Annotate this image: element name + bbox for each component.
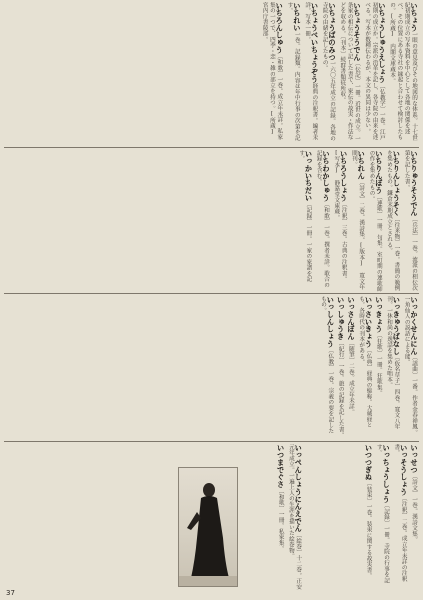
entry-headword: いちょうべいちょうぞう: [310, 2, 320, 83]
tier-divider: [4, 293, 419, 294]
entry: [319, 2, 337, 145]
entry: [275, 444, 285, 590]
entry-headword: いちょうしゅうえしょう: [377, 2, 387, 83]
entry-headword: いっかくせんにん: [410, 296, 419, 355]
entry: [346, 296, 356, 438]
entry-body: 〔記録〕一冊。寺院の行事を記す。: [375, 444, 390, 584]
entry: [331, 150, 349, 292]
entry-body: 〔兵法〕一巻。流派の相伝次第を記した書。: [403, 150, 417, 291]
entry-body: 一六〇五年成立の記録。各地の寺院の由緒を記したもの。: [321, 2, 336, 142]
entry: [356, 296, 374, 438]
entry-body: 一巻。記録類。内容は年中行事の次第を記す。: [286, 2, 300, 141]
entry-headword: いちょうばのみつ: [328, 2, 338, 61]
entry: [384, 296, 402, 438]
entry-body: 〔往来物〕一巻。書簡の範例を集めたもの。鎌倉末期成立とされる。: [386, 150, 400, 291]
entry: [409, 444, 419, 590]
entry-body: 〔紀行〕一巻。旅の記録を記した書。: [337, 340, 344, 438]
entry: [363, 444, 373, 590]
entry-body: 〔随筆〕二巻。成立年未詳。: [347, 340, 354, 415]
entry: [387, 2, 419, 145]
tier-divider: [4, 441, 419, 442]
entry-body: 〔狂歌〕一冊。狂歌集。: [375, 332, 382, 396]
entry-headword: いちろうしょう: [339, 150, 349, 202]
entry: [391, 444, 409, 590]
entry-body: 〔謡曲〕一番。作者金春禅鳳。一角仙人の説話による能。: [403, 296, 417, 436]
entry: [374, 444, 392, 590]
entry-body: 〔和歌〕一巻。成立年未詳。私家集の一つで、四季・恋・雑の部立を持つ。[所蔵] 宮内庁書陵部。: [261, 2, 283, 140]
tier-divider: [4, 147, 419, 148]
entry-body: 〔伝記〕一冊。近世の成立。一条家の相伝について記した書で、家伝の故実・作法などを収める。〔刊本〕続群書類従所収。: [339, 2, 360, 142]
entry-body: 〔和歌〕一冊。私家集。: [277, 488, 284, 552]
entry: [302, 2, 320, 145]
entry: [374, 296, 384, 438]
entry-headword: いちれい: [292, 2, 302, 32]
entry-body: 〔絵巻〕十二巻。正安元年成立。一遍上人の生涯を描いた絵巻物。: [287, 444, 302, 590]
entry: [366, 150, 384, 292]
entry-body: 〔仏教学〕一巻。江戸初期の成立か。宗派の沿革を記し、各寺院の由来を述べる。写本が数種伝わるが、本文の異同は少ない。: [364, 2, 385, 141]
entry-headword: いっちょうしょう: [382, 444, 392, 503]
entry: [296, 150, 314, 292]
entry-headword: いっきゅうばなし: [392, 296, 402, 355]
entry-body: 〔仏典〕経典の総称。大蔵経とも。各時代の刊本がある。: [358, 296, 372, 428]
entry-headword: いちれん: [357, 150, 367, 180]
entry-body: 〔仮名草子〕四巻。寛文八年刊。一休和尚の逸話を集めた咄本。: [386, 296, 400, 430]
entry-body: 〔記録〕一冊。一家の家譜を記す。: [298, 150, 312, 282]
entry-headword: いっさいきょう: [364, 296, 374, 348]
entry: [259, 2, 284, 145]
entry: [318, 296, 336, 438]
portrait-figure-icon: [179, 468, 237, 586]
entry: [284, 2, 302, 145]
entry-body: 一眼の意見及びその地図的な体系。十七世紀初期成立の写本資料を中心として各地の関係を述べ、その位置にある寺社の縁起と合わせて検討したもの。[所蔵] 内閣文庫蔵本。: [389, 2, 417, 141]
entry: [384, 150, 402, 292]
entry-headword: いっぺんしょうにんえでん: [294, 444, 304, 533]
entry-body: 〔注釈〕二巻。成立年未詳の注釈書。: [393, 444, 407, 582]
entry: [335, 296, 345, 438]
entry-body: 〔注釈〕三巻。古典の注釈書。[写本] 静嘉堂文庫蔵。: [333, 150, 347, 282]
entry-headword: いちょう: [410, 2, 419, 32]
tier-3: [4, 296, 419, 438]
entry-headword: いっきょう: [374, 296, 384, 333]
tier-1: [4, 2, 419, 145]
entry: [401, 150, 419, 292]
entry-headword: いちょうそうでん: [352, 2, 362, 61]
entry-headword: いつつぎぬ: [364, 444, 374, 481]
entry-headword: いちりんしょうそく: [392, 150, 402, 217]
entry: [349, 150, 367, 292]
entry-body: 経典の注釈書。編者未詳。写本一冊。: [304, 2, 318, 141]
entry-headword: いちりゅうそうでん: [410, 150, 419, 217]
entry: [286, 444, 304, 590]
entry-headword: いっかいちだい: [304, 150, 314, 202]
entry: [401, 296, 419, 438]
entry-body: 〔連歌〕一冊。句集。室町期の連歌師の作を集めたもの。: [368, 150, 382, 292]
entry-headword: いっしんしょう: [326, 296, 336, 348]
entry-body: 〔詩文〕一巻。漢詩文集。: [411, 473, 417, 543]
entry-headword: いっさんぼん: [346, 296, 356, 341]
entry-headword: いつまでぐさ: [276, 444, 286, 489]
entry-headword: いちわかしゅう: [322, 150, 332, 202]
entry-body: 〔仏教〕一巻。宗義の要を記したもの。: [320, 296, 334, 434]
entry: [337, 2, 362, 145]
entry-body: 〔装束〕一巻。装束に関する故実書。: [365, 480, 372, 579]
entry-headword: いっそうしょう: [399, 444, 409, 496]
entry-headword: いっしゅうき: [336, 296, 346, 341]
page-number: 37: [6, 589, 15, 597]
portrait-photo: [178, 467, 238, 587]
entry: [313, 150, 331, 292]
entry-body: 〔詩文〕二巻。漢詩集。[版本] 寛文年間刊。: [350, 150, 365, 290]
entry-headword: いちりんぼう: [374, 150, 384, 195]
entry: [362, 2, 387, 145]
entry-headword: いちろんしゅう: [275, 2, 285, 54]
entry-headword: いっせつ: [410, 444, 419, 474]
tier-2: [4, 150, 419, 292]
entry-body: 〔和歌〕一巻。撰者未詳。歌合の記録を含む。: [315, 150, 330, 288]
